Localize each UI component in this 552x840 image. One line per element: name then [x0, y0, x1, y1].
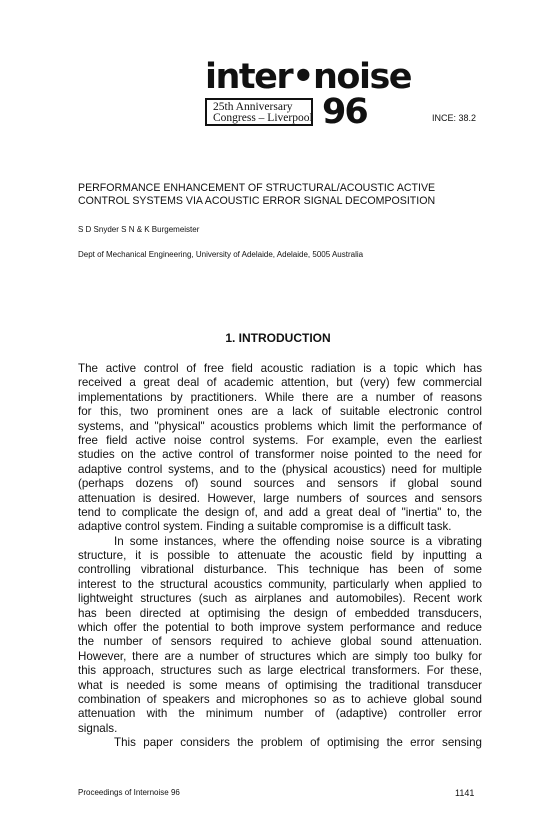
- page-number: 1141: [455, 788, 475, 798]
- text-line: attenuation with the minimum number of (adaptive) controller error: [78, 707, 482, 721]
- text-line: implementations by practitioners. While there are a number of reasons: [78, 390, 482, 404]
- text-line: received a great deal of academic attention, but (very) few commercial: [78, 376, 482, 390]
- conference-year: 96: [322, 92, 367, 132]
- footer-proceedings: Proceedings of Internoise 96: [78, 788, 180, 797]
- title-line: CONTROL SYSTEMS VIA ACOUSTIC ERROR SIGNAL DECOMPOSITION: [78, 195, 436, 207]
- anniversary-line-2: Congress – Liverpool: [213, 112, 313, 124]
- text-line: This paper considers the problem of optimising the error sensing: [114, 736, 482, 750]
- body-text: [78, 362, 482, 751]
- title-line: PERFORMANCE ENHANCEMENT OF STRUCTURAL/ACOUSTIC ACTIVE: [78, 182, 436, 194]
- text-line: structure, it is possible to attenuate the acoustic field by inputting a: [78, 549, 482, 563]
- text-line: studies on the active control of transformer noise pointed to the need for: [78, 448, 482, 462]
- text-line: tend to complicate the design of, and add a great deal of "inertia" to, the: [78, 505, 482, 519]
- text-line: what is needed is some means of optimising the traditional transducer: [78, 678, 482, 692]
- text-line: for this, two prominent ones are a lack of suitable electronic control: [78, 405, 482, 419]
- paragraph-1: [78, 362, 482, 535]
- text-line: However, there are a number of structures which are simply too bulky for: [78, 649, 482, 663]
- text-line: free field active noise control systems. For example, even the earliest: [78, 433, 482, 447]
- conference-logo-wordmark: inter•noise: [205, 57, 412, 97]
- text-line: has been directed at optimising the design of embedded transducers,: [78, 606, 482, 620]
- text-line: the number of sensors required to achieve global sound attenuation.: [78, 635, 482, 649]
- text-line: adaptive control system. Finding a suitable compromise is a difficult task.: [78, 520, 452, 534]
- text-line: combination of speakers and microphones so as to achieve global sound: [78, 692, 482, 706]
- text-line: which offer the potential to both improve system performance and reduce: [78, 621, 482, 635]
- text-line: controlling vibrational disturbance. This technique has been of some: [78, 563, 482, 577]
- authors: S D Snyder S N & K Burgemeister: [78, 225, 200, 234]
- text-line: adaptive control systems, and to the (physical acoustics) need for multiple: [78, 462, 482, 476]
- section-heading: 1. INTRODUCTION: [225, 331, 331, 345]
- text-line: attenuation is desired. However, large numbers of sources and sensors: [78, 491, 482, 505]
- paragraph-3: [78, 736, 482, 750]
- text-line: this approach, structures such as large electrical transformers. For these,: [78, 664, 482, 678]
- text-line: The active control of free field acoustic radiation is a topic which has: [78, 362, 482, 375]
- text-line: interest to the structural acoustics community, particularly when applied to: [78, 577, 482, 591]
- anniversary-line-1: 25th Anniversary: [213, 101, 293, 113]
- paragraph-2: [78, 535, 482, 736]
- paper-title: [78, 182, 478, 208]
- ince-code: INCE: 38.2: [432, 113, 477, 123]
- affiliation: Dept of Mechanical Engineering, University of Adelaide, Adelaide, 5005 Australia: [78, 250, 364, 259]
- text-line: lightweight structures (such as airplanes and automobiles). Recent work: [78, 592, 482, 606]
- text-line: (perhaps dozens of) sound sources and sensors if global sound: [78, 477, 482, 491]
- text-line: systems, and "physical" acoustics problems which limit the performance of: [78, 419, 482, 433]
- anniversary-box: [205, 98, 313, 126]
- text-line: In some instances, where the offending noise source is a vibrating: [114, 534, 482, 548]
- text-line: signals.: [78, 721, 118, 735]
